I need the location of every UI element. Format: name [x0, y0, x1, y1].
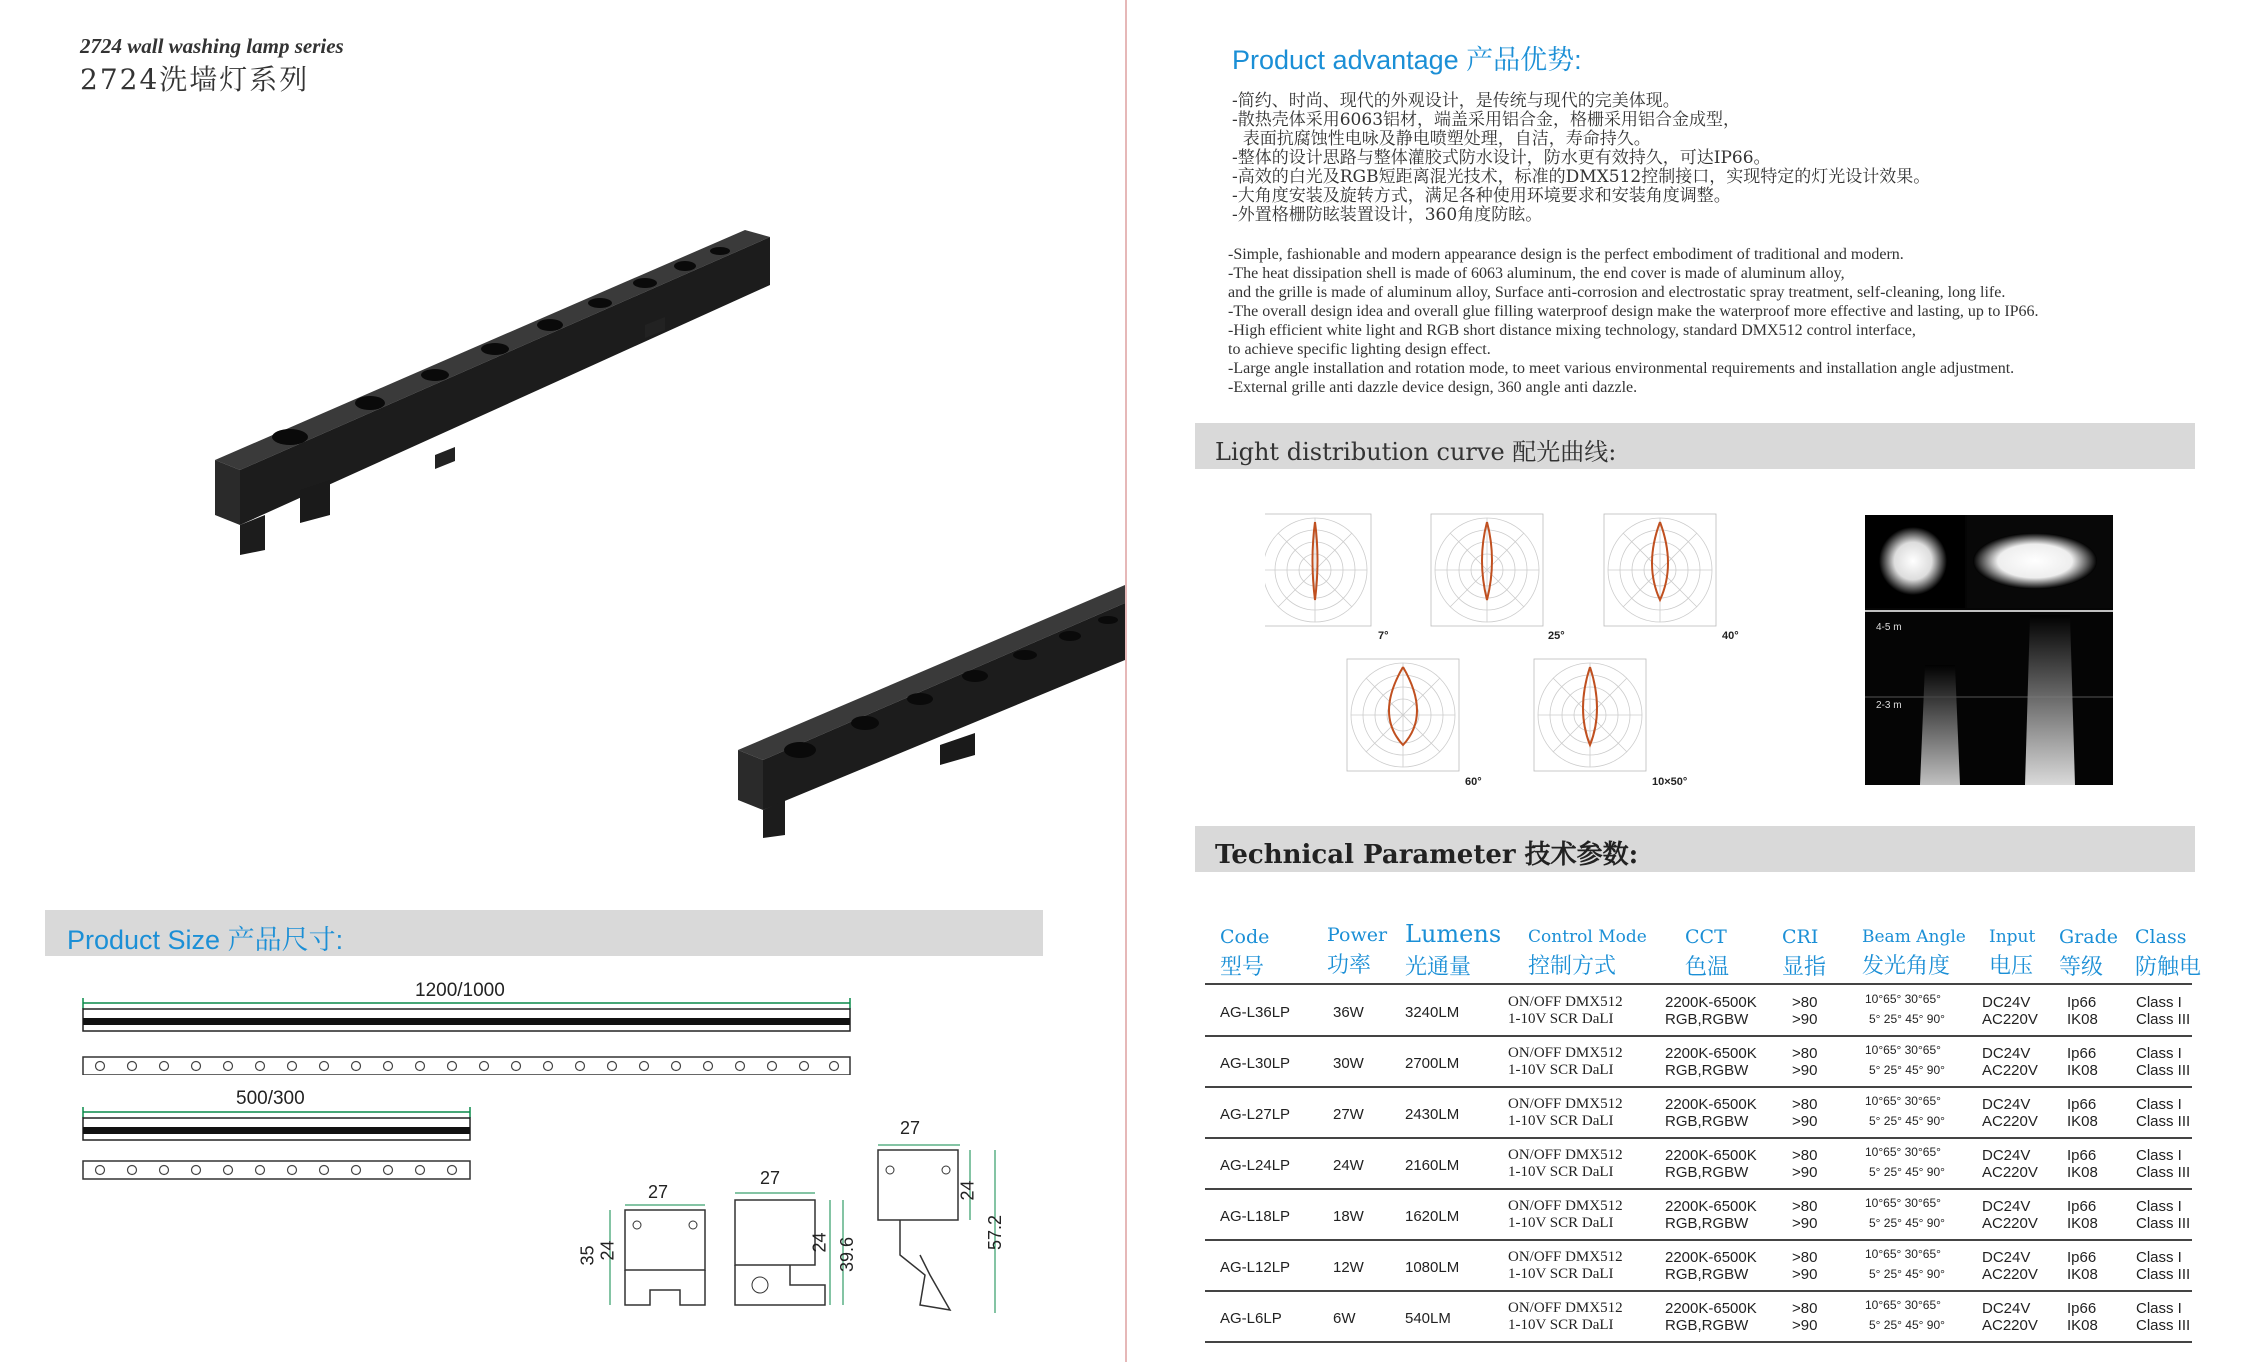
- cell-cct: RGB,RGBW: [1665, 1215, 1749, 1232]
- cell-cct: RGB,RGBW: [1665, 1011, 1749, 1028]
- cell-input: DC24V: [1982, 1096, 2031, 1113]
- cell-control: ON/OFF DMX512: [1508, 1300, 1623, 1316]
- advantage-en-line: -External grille anti dazzle device design, 360 angle anti dazzle.: [1228, 379, 1638, 396]
- cell-lumens: 540LM: [1405, 1310, 1451, 1327]
- cell-grade: IK08: [2067, 1317, 2098, 1334]
- advantage-en-line: to achieve specific lighting design effect.: [1228, 341, 1491, 358]
- cell-cct: 2200K-6500K: [1665, 1300, 1757, 1317]
- cell-grade: IK08: [2067, 1164, 2098, 1181]
- cell-control: ON/OFF DMX512: [1508, 1249, 1623, 1265]
- advantage-cn-line: -高效的白光及RGB短距离混光技术，标准的DMX512控制接口，实现特定的灯光设计效果。: [1232, 167, 1931, 187]
- cell-cct: 2200K-6500K: [1665, 994, 1757, 1011]
- cell-beam: 5° 25° 45° 90°: [1869, 1063, 1945, 1077]
- cell-class: Class I: [2136, 1300, 2182, 1317]
- table-row-divider: [1205, 1137, 2192, 1139]
- cell-cri: >90: [1792, 1317, 1818, 1334]
- advantage-cn-line: -大角度安装及旋转方式，满足各种使用环境要求和安装角度调整。: [1232, 186, 1731, 206]
- cell-input: DC24V: [1982, 1249, 2031, 1266]
- dim-24-b: 24: [809, 1232, 830, 1253]
- cell-class: Class III: [2136, 1113, 2191, 1130]
- cell-input: AC220V: [1982, 1011, 2038, 1028]
- dim-24-a: 24: [597, 1240, 618, 1261]
- dim-27-c: 27: [900, 1118, 921, 1138]
- cell-beam: 10°65° 30°65°: [1865, 1145, 1941, 1159]
- cell-beam: 5° 25° 45° 90°: [1869, 1267, 1945, 1281]
- th-class: Class 防触电: [2135, 926, 2202, 980]
- series-title-en: 2724 wall washing lamp series: [80, 34, 344, 58]
- cell-input: AC220V: [1982, 1164, 2038, 1181]
- cell-control: ON/OFF DMX512: [1508, 1045, 1623, 1061]
- table-row-divider: [1205, 1290, 2192, 1292]
- cell-input: AC220V: [1982, 1113, 2038, 1130]
- cell-beam: 10°65° 30°65°: [1865, 1298, 1941, 1312]
- cell-input: DC24V: [1982, 1198, 2031, 1215]
- cell-grade: IK08: [2067, 1011, 2098, 1028]
- cell-input: DC24V: [1982, 1300, 2031, 1317]
- light-distribution-title: Light distribution curve 配光曲线:: [1215, 438, 1617, 466]
- cell-cri: >80: [1792, 1045, 1818, 1062]
- cell-cri: >80: [1792, 1300, 1818, 1317]
- cell-cri: >80: [1792, 1096, 1818, 1113]
- cell-lumens: 2700LM: [1405, 1055, 1460, 1072]
- cell-code: AG-L12LP: [1220, 1259, 1291, 1276]
- page-divider: [1125, 0, 1127, 1362]
- cell-class: Class III: [2136, 1215, 2191, 1232]
- cell-code: AG-L24LP: [1220, 1157, 1291, 1174]
- cell-beam: 5° 25° 45° 90°: [1869, 1012, 1945, 1026]
- th-cct: CCT 色温: [1685, 926, 1730, 980]
- size-drawing-long: [80, 995, 855, 1075]
- cell-input: AC220V: [1982, 1215, 2038, 1232]
- cell-beam: 5° 25° 45° 90°: [1869, 1165, 1945, 1179]
- cell-class: Class I: [2136, 1198, 2182, 1215]
- cell-beam: 5° 25° 45° 90°: [1869, 1114, 1945, 1128]
- cell-grade: Ip66: [2067, 1300, 2097, 1317]
- advantage-cn-line: -散热壳体采用6063铝材，端盖采用铝合金，格栅采用铝合金成型，: [1232, 110, 1741, 130]
- cell-control: ON/OFF DMX512: [1508, 1147, 1623, 1163]
- cell-cri: >80: [1792, 1147, 1818, 1164]
- cell-grade: Ip66: [2067, 1249, 2097, 1266]
- cell-cct: 2200K-6500K: [1665, 1198, 1757, 1215]
- cell-cct: RGB,RGBW: [1665, 1266, 1749, 1283]
- size-drawing-short: [80, 1104, 475, 1184]
- cell-power: 24W: [1333, 1157, 1364, 1174]
- tech-param-header: [1195, 826, 2195, 872]
- advantage-en-line: -The overall design idea and overall glue filling waterproof design make the waterproof more effective and lasting, up to IP66.: [1228, 303, 2039, 320]
- advantage-en-line: -High efficient white light and RGB short distance mixing technology, standard DMX512 control interface,: [1228, 322, 1916, 339]
- cell-lumens: 2430LM: [1405, 1106, 1460, 1123]
- cell-cct: RGB,RGBW: [1665, 1164, 1749, 1181]
- cell-beam: 5° 25° 45° 90°: [1869, 1318, 1945, 1332]
- cell-control: 1-10V SCR DaLI: [1508, 1011, 1614, 1027]
- th-lumens: Lumens 光通量: [1405, 920, 1502, 980]
- cell-control: ON/OFF DMX512: [1508, 1096, 1623, 1112]
- cell-cct: 2200K-6500K: [1665, 1249, 1757, 1266]
- cell-input: DC24V: [1982, 1147, 2031, 1164]
- cell-control: 1-10V SCR DaLI: [1508, 1062, 1614, 1078]
- cell-cri: >90: [1792, 1062, 1818, 1079]
- cell-code: AG-L18LP: [1220, 1208, 1291, 1225]
- cell-cri: >90: [1792, 1113, 1818, 1130]
- table-row-divider: [1205, 1341, 2192, 1343]
- curve-label: 25°: [1548, 630, 1565, 642]
- table-row-divider: [1205, 1188, 2192, 1190]
- cell-power: 12W: [1333, 1259, 1364, 1276]
- cell-grade: Ip66: [2067, 994, 2097, 1011]
- cell-cri: >80: [1792, 1198, 1818, 1215]
- advantage-cn-line: 表面抗腐蚀性电咏及静电喷塑处理，自洁，寿命持久。: [1232, 129, 1651, 149]
- dim-39-6: 39.6: [837, 1236, 858, 1273]
- advantage-en-line: and the grille is made of aluminum alloy, Surface anti-corrosion and electrostatic spray treatment, self-cleaning, long life.: [1228, 284, 2006, 301]
- th-control-mode: Control Mode 控制方式: [1528, 927, 1647, 979]
- th-beam-angle: Beam Angle 发光角度: [1862, 927, 1966, 979]
- cell-cct: 2200K-6500K: [1665, 1147, 1757, 1164]
- cell-power: 6W: [1333, 1310, 1356, 1327]
- curve-label: 60°: [1465, 776, 1482, 788]
- th-grade: Grade 等级: [2059, 926, 2118, 980]
- product-size-header: [45, 910, 1043, 956]
- cell-cri: >90: [1792, 1164, 1818, 1181]
- cell-code: AG-L6LP: [1220, 1310, 1282, 1327]
- cell-code: AG-L30LP: [1220, 1055, 1291, 1072]
- advantage-en-line: -Large angle installation and rotation mode, to meet various environmental requirements and installation angle adjustment.: [1228, 360, 2015, 377]
- cell-beam: 10°65° 30°65°: [1865, 992, 1941, 1006]
- cell-cct: 2200K-6500K: [1665, 1096, 1757, 1113]
- cell-lumens: 2160LM: [1405, 1157, 1460, 1174]
- th-input: Input 电压: [1989, 927, 2036, 979]
- cell-class: Class I: [2136, 994, 2182, 1011]
- table-row-divider: [1205, 1086, 2192, 1088]
- cell-power: 36W: [1333, 1004, 1364, 1021]
- cell-cri: >90: [1792, 1215, 1818, 1232]
- table-row-divider: [1205, 1239, 2192, 1241]
- cell-grade: Ip66: [2067, 1147, 2097, 1164]
- cell-lumens: 1620LM: [1405, 1208, 1460, 1225]
- dim-35: 35: [577, 1245, 598, 1266]
- cell-grade: IK08: [2067, 1215, 2098, 1232]
- cell-class: Class III: [2136, 1317, 2191, 1334]
- th-power: Power 功率: [1327, 924, 1388, 978]
- length-label-long: 1200/1000: [415, 980, 505, 1001]
- cell-class: Class III: [2136, 1164, 2191, 1181]
- curve-label: 10×50°: [1652, 776, 1688, 788]
- cross-section-2: [730, 1185, 850, 1315]
- cell-cct: 2200K-6500K: [1665, 1045, 1757, 1062]
- cell-control: ON/OFF DMX512: [1508, 1198, 1623, 1214]
- cell-lumens: 1080LM: [1405, 1259, 1460, 1276]
- cell-control: 1-10V SCR DaLI: [1508, 1164, 1614, 1180]
- cell-cri: >80: [1792, 994, 1818, 1011]
- cell-cri: >90: [1792, 1266, 1818, 1283]
- cell-power: 27W: [1333, 1106, 1364, 1123]
- curve-label: 7°: [1378, 630, 1389, 642]
- table-rule: [1205, 983, 2192, 985]
- advantage-cn-line: -整体的设计思路与整体灌胶式防水设计，防水更有效持久，可达IP66。: [1232, 148, 1771, 168]
- dim-57-2: 57.2: [985, 1214, 1006, 1251]
- cell-control: 1-10V SCR DaLI: [1508, 1317, 1614, 1333]
- curve-label: 40°: [1722, 630, 1739, 642]
- polar-curves: [1265, 510, 1785, 800]
- cell-grade: Ip66: [2067, 1096, 2097, 1113]
- cell-control: 1-10V SCR DaLI: [1508, 1113, 1614, 1129]
- dim-27-a: 27: [648, 1182, 669, 1202]
- cell-grade: IK08: [2067, 1266, 2098, 1283]
- cell-input: AC220V: [1982, 1317, 2038, 1334]
- cell-control: ON/OFF DMX512: [1508, 994, 1623, 1010]
- cell-input: DC24V: [1982, 994, 2031, 1011]
- cell-cri: >80: [1792, 1249, 1818, 1266]
- dim-24-c: 24: [957, 1180, 978, 1201]
- cell-beam: 10°65° 30°65°: [1865, 1043, 1941, 1057]
- cell-lumens: 3240LM: [1405, 1004, 1460, 1021]
- cell-beam: 10°65° 30°65°: [1865, 1094, 1941, 1108]
- cell-beam: 10°65° 30°65°: [1865, 1196, 1941, 1210]
- cell-control: 1-10V SCR DaLI: [1508, 1215, 1614, 1231]
- cell-power: 30W: [1333, 1055, 1364, 1072]
- series-title-cn: 2724洗墙灯系列: [80, 63, 310, 96]
- cell-class: Class I: [2136, 1096, 2182, 1113]
- cell-cri: >90: [1792, 1011, 1818, 1028]
- cell-input: AC220V: [1982, 1266, 2038, 1283]
- cell-code: AG-L36LP: [1220, 1004, 1291, 1021]
- product-size-title: Product Size 产品尺寸:: [67, 925, 344, 955]
- cell-power: 18W: [1333, 1208, 1364, 1225]
- cell-code: AG-L27LP: [1220, 1106, 1291, 1123]
- cell-class: Class III: [2136, 1062, 2191, 1079]
- cell-grade: Ip66: [2067, 1045, 2097, 1062]
- advantage-cn-line: -简约、时尚、现代的外观设计，是传统与现代的完美体现。: [1232, 91, 1680, 111]
- cell-class: Class III: [2136, 1011, 2191, 1028]
- advantage-title: Product advantage 产品优势:: [1232, 45, 1582, 75]
- cell-grade: IK08: [2067, 1062, 2098, 1079]
- distance-label: 2-3 m: [1876, 700, 1902, 711]
- th-cri: CRI 显指: [1782, 926, 1827, 980]
- beam-photos: [1865, 515, 2113, 785]
- cell-cct: RGB,RGBW: [1665, 1113, 1749, 1130]
- cell-class: Class I: [2136, 1147, 2182, 1164]
- cell-input: DC24V: [1982, 1045, 2031, 1062]
- tech-param-title: Technical Parameter 技术参数:: [1215, 840, 1639, 870]
- cell-grade: Ip66: [2067, 1198, 2097, 1215]
- cell-class: Class I: [2136, 1249, 2182, 1266]
- advantage-cn-line: -外置格栅防眩装置设计，360角度防眩。: [1232, 205, 1543, 225]
- cell-beam: 5° 25° 45° 90°: [1869, 1216, 1945, 1230]
- th-code: Code 型号: [1220, 926, 1270, 980]
- advantage-en-line: -The heat dissipation shell is made of 6063 aluminum, the end cover is made of aluminum alloy,: [1228, 265, 1845, 282]
- cell-class: Class I: [2136, 1045, 2182, 1062]
- dim-27-b: 27: [760, 1168, 781, 1188]
- cell-grade: IK08: [2067, 1113, 2098, 1130]
- lamp-photo-2: [730, 585, 1125, 840]
- cell-beam: 10°65° 30°65°: [1865, 1247, 1941, 1261]
- lamp-photo-1: [205, 225, 785, 560]
- length-label-short: 500/300: [236, 1088, 305, 1109]
- cell-cct: RGB,RGBW: [1665, 1317, 1749, 1334]
- cell-cct: RGB,RGBW: [1665, 1062, 1749, 1079]
- distance-label: 4-5 m: [1876, 622, 1902, 633]
- light-distribution-header: [1195, 423, 2195, 469]
- advantage-en-line: -Simple, fashionable and modern appearance design is the perfect embodiment of traditional and modern.: [1228, 246, 1904, 263]
- cell-input: AC220V: [1982, 1062, 2038, 1079]
- cell-control: 1-10V SCR DaLI: [1508, 1266, 1614, 1282]
- table-row-divider: [1205, 1035, 2192, 1037]
- cell-class: Class III: [2136, 1266, 2191, 1283]
